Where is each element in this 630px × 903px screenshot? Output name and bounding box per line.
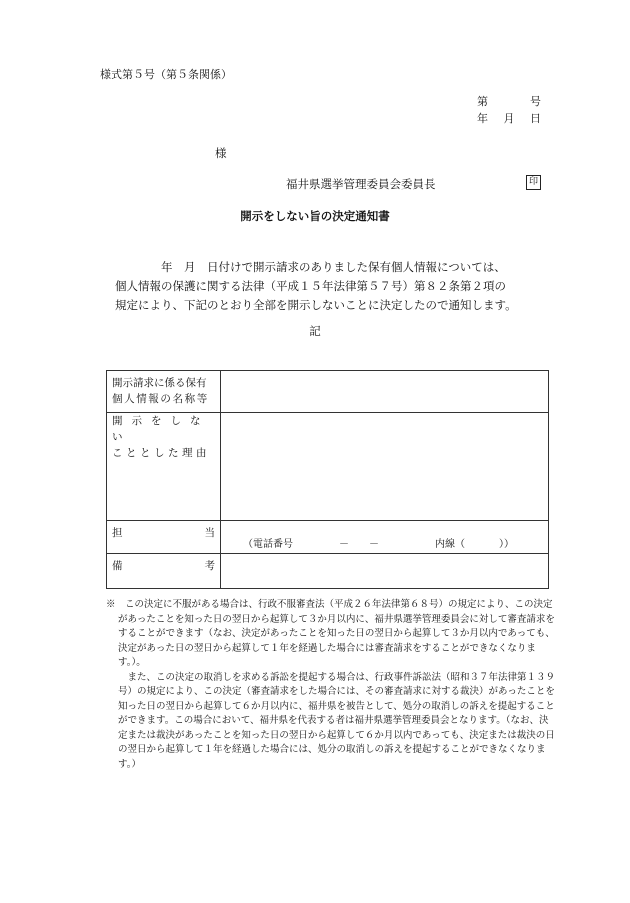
form-number: 様式第５号（第５条関係）	[100, 68, 232, 81]
label-cell-contact	[107, 521, 221, 554]
phone-line	[221, 521, 548, 550]
body-text	[115, 258, 545, 315]
label-remarks-left: 備	[112, 560, 123, 572]
value-cell-remarks	[221, 554, 549, 589]
label-name-line1: 開示請求に係る保有	[112, 377, 207, 389]
label-reason-line1: 開示をしない	[112, 415, 210, 443]
phone-dash-1: －	[339, 539, 349, 550]
notes	[106, 598, 556, 772]
label-cell-name	[107, 371, 221, 413]
extension-label: 内線（	[435, 539, 465, 550]
seal-mark: 印	[526, 175, 541, 190]
label-contact-right: 当	[204, 527, 215, 539]
extension-close: ））	[499, 539, 514, 550]
body-line-1: 年 月 日付けで開示請求のありました保有個人情報については、	[161, 260, 506, 274]
table-row-contact	[107, 521, 549, 554]
number-suffix: 号	[530, 95, 541, 108]
number-prefix: 第	[477, 95, 488, 108]
date-year: 年	[477, 112, 488, 125]
label-cell-reason	[107, 413, 221, 521]
phone-dash-2: －	[369, 539, 379, 550]
label-name-line2: 個人情報の名称等	[112, 393, 209, 405]
recipient: 様	[215, 146, 227, 160]
value-cell-name	[221, 371, 549, 413]
body-line-2: 個人情報の保護に関する法律（平成１５年法律第５７号）第８２条第２項の	[115, 279, 506, 293]
label-contact-left: 担	[112, 527, 123, 539]
body-line-3: 規定により、下記のとおり全部を開示しないことに決定したので通知します。	[115, 298, 517, 312]
label-reason-line2: こととした理由	[112, 447, 210, 459]
label-remarks-right: 考	[204, 560, 215, 572]
ki-heading: 記	[309, 324, 321, 338]
value-cell-contact	[221, 521, 549, 554]
document-title: 開示をしない旨の決定通知書	[240, 209, 390, 223]
label-cell-remarks	[107, 554, 221, 589]
value-cell-reason	[221, 413, 549, 521]
document-date	[477, 110, 541, 126]
document-number	[477, 93, 541, 109]
sender: 福井県選挙管理委員会委員長	[286, 177, 436, 191]
date-day: 日	[530, 112, 541, 125]
table-row-reason	[107, 413, 549, 521]
table-row-name	[107, 371, 549, 413]
note-lawsuit: また、この決定の取消しを求める訴訟を提起する場合は、行政事件訴訟法（昭和３７年法律第１３９号）の規定により、この決定（審査請求をした場合には、その審査請求に対する裁決）があったことを知った日の翌日から起算して６か月以内に、福井県を被告として、処分の取消しの訴えを提起することができます。この場合において、福井県を代表する者は福井県選挙管理委員会となります。（なお、決定または裁決があったことを知った日の翌日から起算して６か月以内であっても、決定または裁決の日の翌日から起算して１年を経過した場合には、処分の取消しの訴えを提起することができなくなります。）	[118, 671, 556, 770]
table-row-remarks	[107, 554, 549, 589]
phone-label: （電話番号	[243, 539, 293, 550]
note-appeal: ※ この決定に不服がある場合は、行政不服審査法（平成２６年法律第６８号）の規定により、この決定があったことを知った日の翌日から起算して３か月以内に、福井県選挙管理委員会に対して審査請求をすることができます（なお、決定があったことを知った日の翌日から起算して３か月以内であっても、決定があった日の翌日から起算して１年を経過した場合には審査請求をすることができなくなります。）。	[106, 599, 555, 668]
info-table	[106, 370, 549, 589]
date-month: 月	[503, 112, 515, 125]
